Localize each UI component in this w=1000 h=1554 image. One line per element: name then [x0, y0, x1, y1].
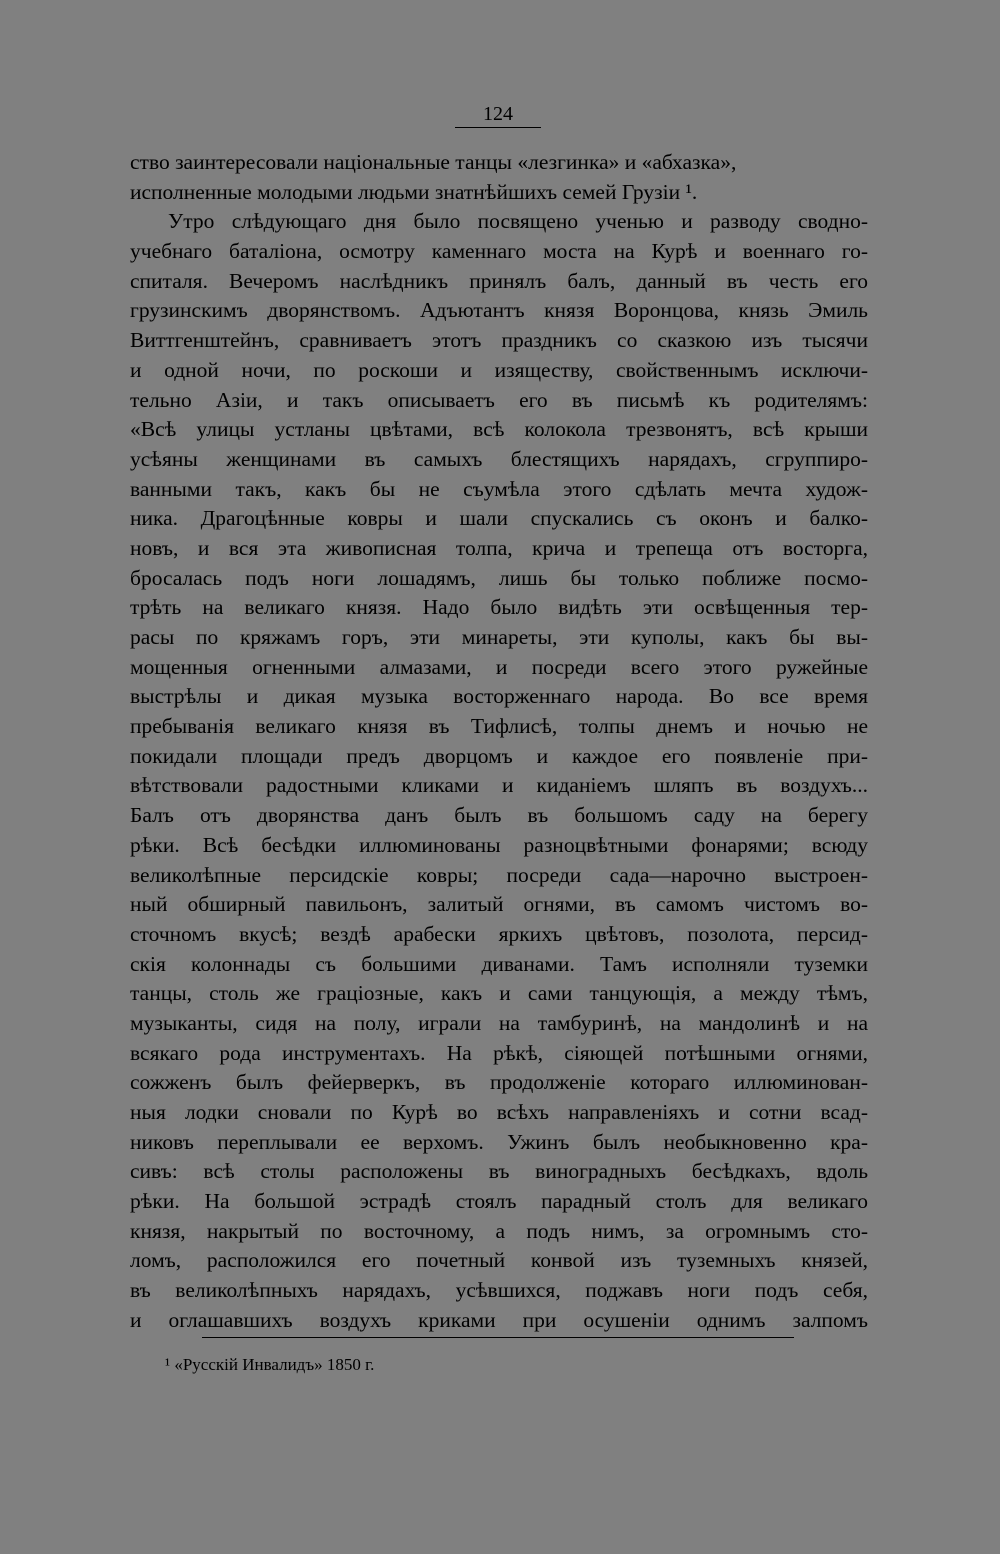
text-line: рѣки. На большой эстрадѣ стоялъ парадный столъ для великаго	[130, 1189, 868, 1214]
text-line: ный обширный павильонъ, залитый огнями, въ самомъ чистомъ во-	[130, 892, 868, 917]
text-line: и одной ночи, по роскоши и изяществу, свойственнымъ исключи-	[130, 357, 868, 382]
text-line: пребыванія великаго князя въ Тифлисѣ, толпы днемъ и ночью не	[130, 714, 868, 739]
text-line: никовъ переплывали ее верхомъ. Ужинъ былъ необыкновенно кра-	[130, 1129, 868, 1154]
text-line: мощенныя огненными алмазами, и посреди всего этого ружейные	[130, 654, 868, 679]
page-header	[455, 102, 541, 128]
text-line: музыканты, сидя на полу, играли на тамбуринѣ, на мандолинѣ и на	[130, 1010, 868, 1035]
text-line: всякаго рода инструментахъ. На рѣкѣ, сіяющей потѣшными огнями,	[130, 1040, 868, 1065]
text-line: ванными такъ, какъ бы не съумѣла этого сдѣлать мечта худож-	[130, 476, 868, 501]
text-line: бросалась подъ ноги лошадямъ, лишь бы только поближе посмо-	[130, 565, 868, 590]
text-line: сивъ: всѣ столы расположены въ виноградныхъ бесѣдкахъ, вдоль	[130, 1159, 868, 1184]
text-line: ника. Драгоцѣнные ковры и шали спускались съ оконъ и балко-	[130, 506, 868, 531]
text-line: князя, накрытый по восточному, а подъ нимъ, за огромнымъ сто-	[130, 1218, 868, 1243]
footnote: ¹ «Русскій Инвалидъ» 1850 г.	[165, 1355, 375, 1374]
text-line: Балъ отъ дворянства данъ былъ въ большомъ саду на берегу	[130, 803, 868, 828]
text-line: Утро слѣдующаго дня было посвящено ученью и разводу сводно-	[168, 209, 868, 234]
text-line: ство заинтересовали національные танцы «лезгинка» и «абхазка»,	[130, 150, 737, 174]
text-line: рѣки. Всѣ бесѣдки иллюминованы разноцвѣтными фонарями; всюду	[130, 832, 868, 857]
text-line: покидали площади предъ дворцомъ и каждое его появленіе при-	[130, 743, 868, 768]
text-line: выстрѣлы и дикая музыка восторженнаго народа. Во все время	[130, 684, 868, 709]
text-line: тельно Азіи, и такъ описываетъ его въ письмѣ къ родителямъ:	[130, 387, 868, 412]
text-line: великолѣпные персидскіе ковры; посреди сада—нарочно выстроен-	[130, 862, 868, 887]
text-line: спиталя. Вечеромъ наслѣдникъ принялъ балъ, данный въ честь его	[130, 268, 868, 293]
text-line: «Всѣ улицы устланы цвѣтами, всѣ колокола трезвонятъ, всѣ крыши	[130, 417, 868, 442]
text-line: ломъ, расположился его почетный конвой изъ туземныхъ князей,	[130, 1248, 868, 1273]
text-line: расы по кряжамъ горъ, эти минареты, эти куполы, какъ бы вы-	[130, 625, 868, 649]
text-line: учебнаго баталіона, осмотру каменнаго моста на Курѣ и военнаго го-	[130, 239, 868, 264]
text-line: танцы, столь же граціозные, какъ и сами танцующія, а между тѣмъ,	[130, 981, 868, 1006]
footnote-divider	[202, 1337, 794, 1338]
page-number-underline	[455, 127, 541, 128]
text-line: трѣть на великаго князя. Надо было видѣть эти освѣщенныя тер-	[130, 595, 868, 620]
text-line: усѣяны женщинами въ самыхъ блестящихъ нарядахъ, сгруппиро-	[130, 446, 868, 471]
text-line: сожженъ былъ фейерверкъ, въ продолженіе котораго иллюминован-	[130, 1070, 868, 1095]
text-line: ныя лодки сновали по Курѣ во всѣхъ направленіяхъ и сотни всад-	[130, 1100, 868, 1124]
text-line: Виттгенштейнъ, сравниваетъ этотъ праздникъ со сказкою изъ тысячи	[130, 328, 868, 353]
text-line: вѣтствовали радостными кликами и киданіемъ шляпъ въ воздухъ...	[130, 773, 868, 798]
text-line: сточномъ вкусѣ; вездѣ арабески яркихъ цвѣтовъ, позолота, персид-	[130, 921, 868, 946]
page-number: 124	[483, 103, 513, 125]
text-line: исполненные молодыми людьми знатнѣйшихъ семей Грузіи ¹.	[130, 179, 698, 204]
body-text	[130, 148, 868, 1336]
text-line: новъ, и вся эта живописная толпа, крича и трепеща отъ восторга,	[130, 535, 868, 560]
text-line: грузинскимъ дворянствомъ. Адъютантъ князя Воронцова, князь Эмиль	[130, 298, 868, 323]
text-line: и оглашавшихъ воздухъ криками при осушеніи однимъ залпомъ	[130, 1307, 868, 1332]
text-line: скія колоннады съ большими диванами. Тамъ исполняли туземки	[130, 951, 868, 976]
text-line: въ великолѣпныхъ нарядахъ, усѣвшихся, поджавъ ноги подъ себя,	[130, 1278, 868, 1303]
